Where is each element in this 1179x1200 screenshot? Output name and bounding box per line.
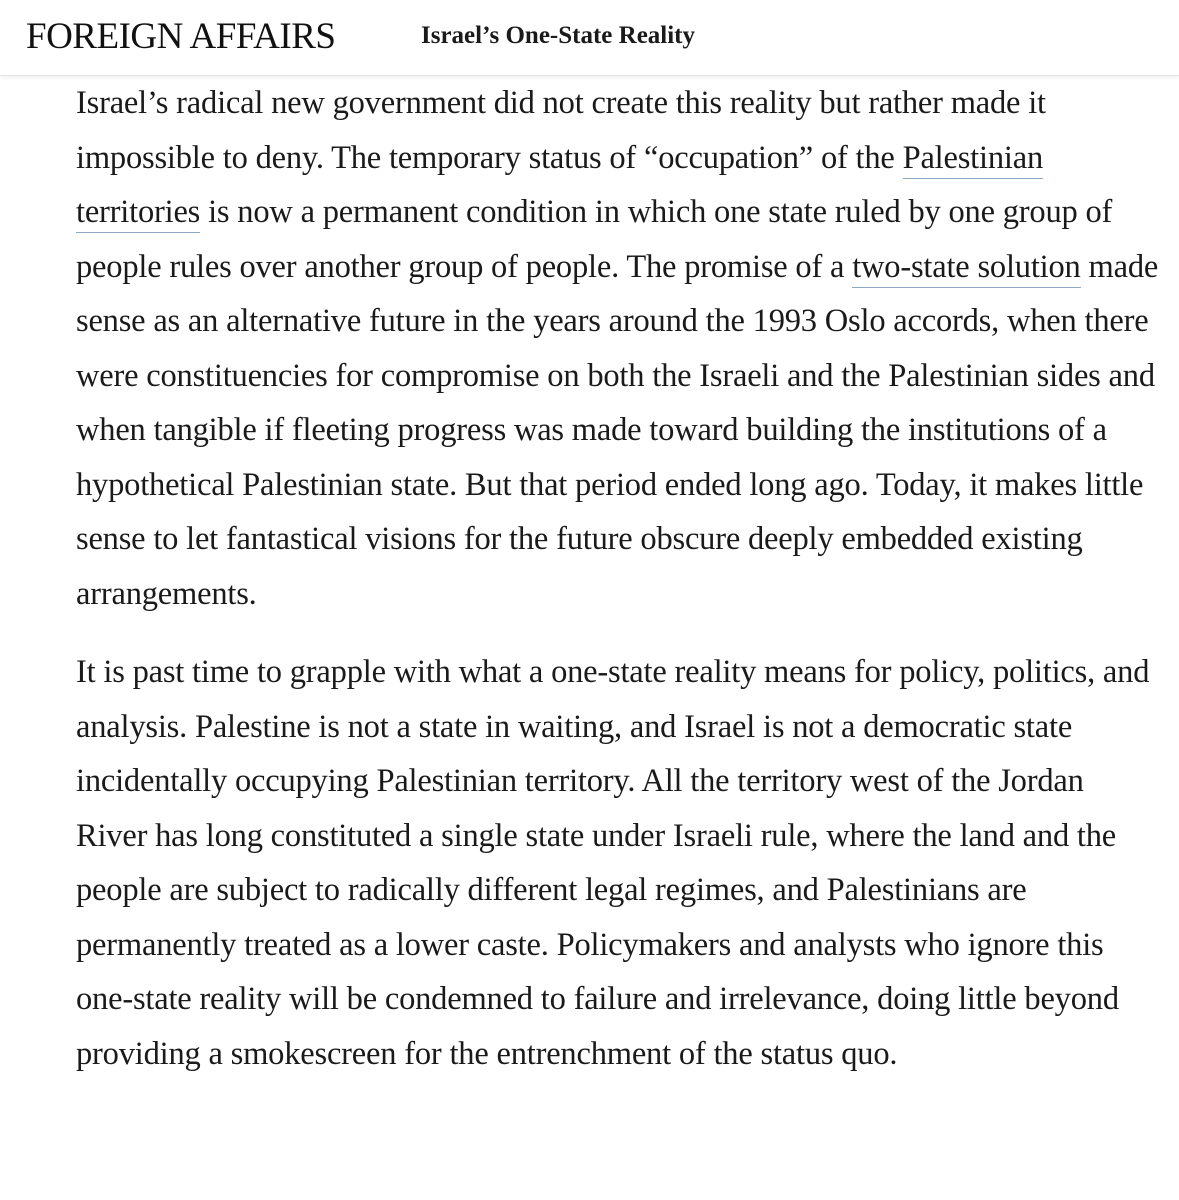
link-palestinian-territories[interactable]: Palestinian territories — [76, 140, 1043, 234]
paragraph-1-text-c: made sense as an alternative future in the years around the 1993 Oslo accords, when there were constituencies for compromise on both the Israeli and the Palestinian sides and when tangible if fleeting progress was made toward building the institutions of a hypothetical Palestinian state. But that period ended long ago. Today, it makes little sense to let fantastical visions for the future obscure deeply embedded existing arrangements. — [76, 248, 1159, 612]
article-paragraph-1 — [76, 76, 1161, 621]
paragraph-1-text-a: Israel’s radical new government did not create this reality but rather made it impossible to deny. The temporary status of “occupation” of the — [76, 85, 1046, 176]
article-paragraph-2: It is past time to grapple with what a one-state reality means for policy, politics, and analysis. Palestine is not a state in waiting, and Israel is not a democratic state incidentally occupying Palestinian territory. All the territory west of the Jordan River has long constituted a single state under Israeli rule, where the land and the people are subject to radically different legal regimes, and Palestinians are permanently treated as a lower caste. Policymakers and analysts who ignore this one-state reality will be condemned to failure and irrelevance, doing little beyond providing a smokescreen for the entrenchment of the status quo. — [76, 654, 1150, 1072]
link-two-state-solution[interactable]: two-state solution — [852, 249, 1080, 288]
site-header — [0, 0, 1179, 76]
article-body — [76, 76, 1161, 1081]
paragraph-1-text-b: is now a permanent condition in which one state ruled by one group of people rules over another group of people. The promise of a — [76, 194, 1113, 285]
site-logo[interactable]: FOREIGN AFFAIRS — [26, 16, 336, 57]
header-article-title: Israel’s One-State Reality — [421, 22, 696, 49]
